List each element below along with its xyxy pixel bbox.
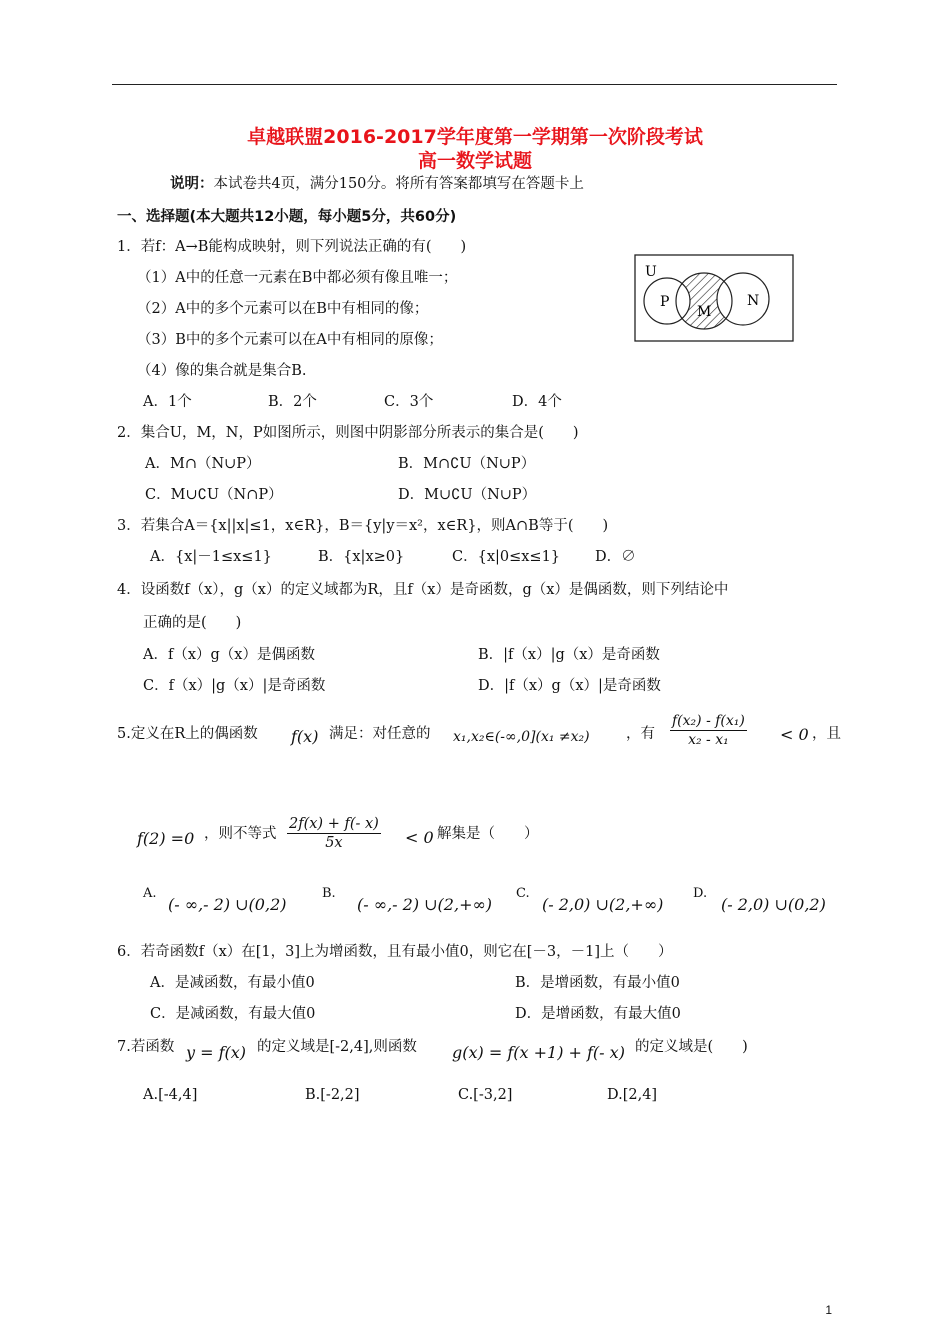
section-heading: 一、选择题(本大题共12小题，每小题5分，共60分) — [117, 209, 457, 225]
q7-option: C.[-3,2] — [458, 1087, 513, 1103]
label-m: M — [697, 304, 712, 320]
q1-item: （3）B中的多个元素可以在A中有相同的原像； — [137, 332, 443, 348]
q1-option: D．4个 — [512, 394, 562, 410]
q3-option: B．{x|x≥0} — [318, 549, 405, 565]
page-number: 1 — [825, 1303, 832, 1317]
q5-text: 解集是（ ） — [437, 826, 539, 842]
q5-lt0: < 0 — [405, 828, 434, 847]
q6-option: D．是增函数，有最大值0 — [515, 1006, 681, 1022]
q2-option: C．M∪∁U（N∩P） — [145, 487, 283, 503]
q5-option-label: D. — [693, 886, 708, 901]
q3-option: C．{x|0≤x≤1} — [452, 549, 561, 565]
q6-option: C．是减函数，有最大值0 — [150, 1006, 316, 1022]
q1-item: （4）像的集合就是集合B. — [137, 363, 307, 379]
q2-stem: 2．集合U，M，N，P如图所示，则图中阴影部分所表示的集合是( ) — [117, 425, 579, 441]
q5-option: (- ∞,- 2) ∪(0,2) — [168, 895, 287, 914]
q5-text: ，有 — [626, 726, 655, 742]
q3-stem: 3．若集合A＝{x||x|≤1，x∈R}，B＝{y|y＝x²，x∈R}，则A∩B等于( ) — [117, 518, 609, 534]
q5-option-label: A. — [143, 886, 157, 901]
q2-option: B．M∩∁U（N∪P） — [398, 456, 536, 472]
q5-text: ，则不等式 — [204, 826, 277, 842]
q5-option: (- 2,0) ∪(0,2) — [721, 895, 826, 914]
label-p: P — [660, 294, 670, 310]
instructions-label: 说明： — [170, 176, 214, 192]
q4-option: B．|f（x）|g（x）是奇函数 — [478, 647, 660, 663]
q7-function: y = f(x) — [186, 1043, 247, 1062]
q4-stem: 4．设函数f（x），g（x）的定义域都为R，且f（x）是奇函数，g（x）是偶函数，则下列结论中 — [117, 582, 729, 598]
q3-option: D．∅ — [595, 549, 636, 565]
q5-inequality — [287, 815, 381, 852]
q5-option-label: B. — [322, 886, 336, 901]
q2-option: A．M∩（N∪P） — [145, 456, 261, 472]
q1-item: （2）A中的多个元素可以在B中有相同的像； — [137, 301, 429, 317]
q1-option: B．2个 — [268, 394, 317, 410]
q7-option: A.[-4,4] — [143, 1087, 198, 1103]
q7-function-g: g(x) = f(x +1) + f(- x) — [452, 1043, 625, 1062]
q5-fx: f(x) — [291, 727, 319, 746]
q7-intro: 7.若函数 — [117, 1039, 175, 1055]
q4-option: D．|f（x）g（x）|是奇函数 — [478, 678, 661, 694]
q6-stem: 6．若奇函数f（x）在[1，3]上为增函数，且有最小值0，则它在[－3，－1]上（ ） — [117, 944, 673, 960]
label-n: N — [747, 293, 760, 309]
q4-stem-cont: 正确的是( ) — [143, 615, 242, 631]
q7-option: D.[2,4] — [607, 1087, 658, 1103]
instructions — [170, 172, 584, 193]
q5-fraction — [670, 712, 747, 749]
q5-option: (- 2,0) ∪(2,+∞) — [542, 895, 664, 914]
q7-text: 的定义域是[-2,4],则函数 — [257, 1039, 417, 1055]
q5-option: (- ∞,- 2) ∪(2,+∞) — [357, 895, 493, 914]
instructions-text: 本试卷共4页，满分150分。将所有答案都填写在答题卡上 — [213, 176, 584, 192]
venn-diagram — [634, 254, 794, 342]
q6-option: A．是减函数，有最小值0 — [150, 975, 315, 991]
q5-f2: f(2) =0 — [137, 829, 195, 848]
q5-inequality-denominator: 5x — [325, 835, 343, 851]
top-rule — [112, 84, 837, 85]
q5-option-label: C. — [516, 886, 530, 901]
q5-text: ，且 — [812, 726, 841, 742]
q5-text: 满足：对任意的 — [329, 726, 431, 742]
q1-item: （1）A中的任意一元素在B中都必须有像且唯一； — [137, 270, 458, 286]
q5-fraction-denominator: x₂ - x₁ — [688, 732, 729, 748]
q2-option: D．M∪∁U（N∪P） — [398, 487, 537, 503]
exam-title: 卓越联盟2016-2017学年度第一学期第一次阶段考试 — [247, 126, 703, 148]
q3-option: A．{x|－1≤x≤1} — [150, 549, 272, 565]
q7-option: B.[-2,2] — [305, 1087, 360, 1103]
q1-option: C．3个 — [384, 394, 434, 410]
q1-stem: 1．若f：A→B能构成映射，则下列说法正确的有( ) — [117, 239, 467, 255]
q1-option: A．1个 — [143, 394, 192, 410]
label-u: U — [645, 264, 657, 280]
exam-subtitle: 高一数学试题 — [417, 150, 532, 172]
q5-intro: 5.定义在R上的偶函数 — [117, 726, 258, 742]
q5-condition: x₁,x₂∈(-∞,0](x₁ ≠x₂) — [453, 729, 590, 745]
q5-fraction-numerator: f(x₂) - f(x₁) — [672, 713, 745, 729]
q4-option: C．f（x）|g（x）|是奇函数 — [143, 678, 326, 694]
q6-option: B．是增函数，有最小值0 — [515, 975, 680, 991]
q5-lt0: < 0 — [780, 725, 809, 744]
q7-text: 的定义域是( ) — [635, 1039, 748, 1055]
q4-option: A．f（x）g（x）是偶函数 — [143, 647, 315, 663]
q5-inequality-numerator: 2f(x) + f(- x) — [289, 816, 379, 832]
